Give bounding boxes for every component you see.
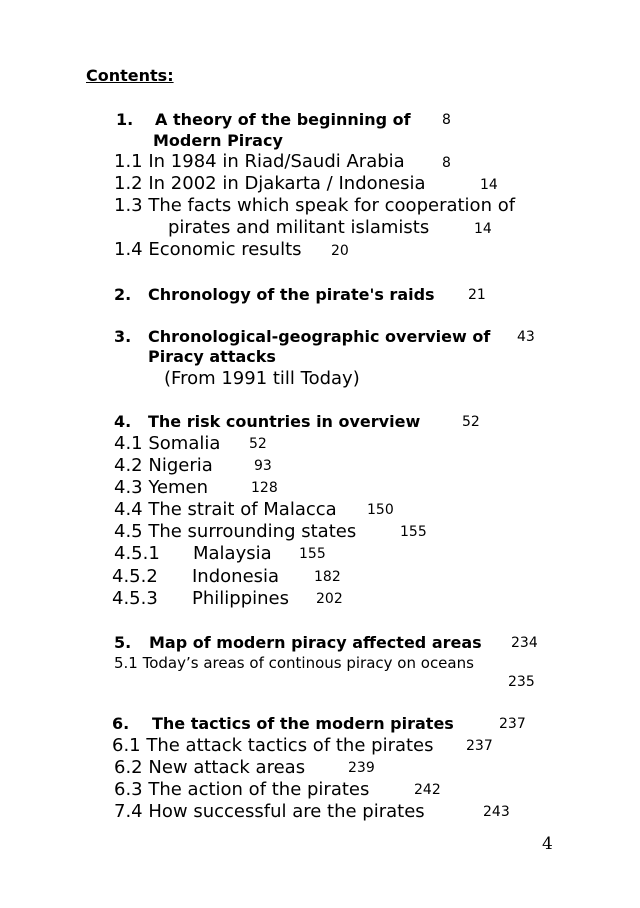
toc-entry-4-5-1: Malaysia (193, 543, 272, 564)
toc-page-4-5-1: 155 (299, 546, 326, 562)
toc-page-6-2: 239 (348, 760, 375, 776)
toc-page-6-1: 237 (466, 738, 493, 754)
toc-entry-6-3: 6.3 The action of the pirates (114, 779, 370, 800)
toc-entry-4-3: 4.3 Yemen (114, 477, 209, 498)
toc-num-1: 1. (116, 110, 134, 129)
toc-page-1-1: 8 (442, 155, 451, 171)
toc-heading-1-cont: Modern Piracy (153, 131, 283, 150)
toc-page-4-5: 155 (400, 524, 427, 540)
toc-page-6-3: 242 (414, 782, 441, 798)
page-number: 4 (542, 834, 553, 854)
toc-page-2: 21 (468, 287, 486, 303)
toc-page-4-5-2: 182 (314, 569, 341, 585)
toc-page-4-1: 52 (249, 436, 267, 452)
toc-entry-1-1: 1.1 In 1984 in Riad/Saudi Arabia (114, 151, 405, 172)
toc-page-5: 234 (511, 635, 538, 651)
toc-page-4: 52 (462, 414, 480, 430)
toc-entry-6-2: 6.2 New attack areas (114, 757, 306, 778)
toc-heading-6: The tactics of the modern pirates (152, 714, 454, 733)
toc-entry-4-5: 4.5 The surrounding states (114, 521, 357, 542)
toc-heading-3: Chronological-geographic overview of (148, 327, 491, 346)
toc-heading-3-range: (From 1991 till Today) (164, 368, 360, 389)
toc-entry-7-4: 7.4 How successful are the pirates (114, 801, 425, 822)
toc-heading-5: Map of modern piracy affected areas (149, 633, 482, 652)
toc-page-1: 8 (442, 112, 451, 128)
toc-page-5-1: 235 (508, 674, 535, 690)
toc-entry-1-2: 1.2 In 2002 in Djakarta / Indonesia (114, 173, 426, 194)
toc-page-3: 43 (517, 329, 535, 345)
toc-entry-1-3: 1.3 The facts which speak for cooperation of (114, 195, 516, 216)
toc-entry-4-2: 4.2 Nigeria (114, 455, 213, 476)
toc-heading-3-cont: Piracy attacks (148, 347, 276, 366)
toc-heading-1: A theory of the beginning of (155, 110, 411, 129)
toc-num-2: 2. (114, 285, 132, 304)
toc-entry-1-4: 1.4 Economic results (114, 239, 302, 260)
toc-entry-4-4: 4.4 The strait of Malacca (114, 499, 337, 520)
toc-page-6: 237 (499, 716, 526, 732)
toc-page-4-3: 128 (251, 480, 278, 496)
toc-entry-5-1: 5.1 Today’s areas of continous piracy on oceans (114, 654, 474, 672)
toc-entry-6-1: 6.1 The attack tactics of the pirates (112, 735, 434, 756)
toc-num-4-5-1: 4.5.1 (114, 543, 160, 564)
contents-title: Contents: (86, 66, 174, 85)
toc-page-1-4: 20 (331, 243, 349, 259)
toc-num-6: 6. (112, 714, 130, 733)
toc-entry-4-1: 4.1 Somalia (114, 433, 221, 454)
toc-page-4-4: 150 (367, 502, 394, 518)
toc-entry-4-5-2: Indonesia (192, 566, 280, 587)
toc-num-4-5-3: 4.5.3 (112, 588, 158, 609)
toc-page-4-2: 93 (254, 458, 272, 474)
toc-entry-4-5-3: Philippines (192, 588, 289, 609)
toc-num-4: 4. (114, 412, 132, 431)
toc-entry-1-3-cont: pirates and militant islamists (168, 217, 430, 238)
toc-page-4-5-3: 202 (316, 591, 343, 607)
toc-page-1-2: 14 (480, 177, 498, 193)
toc-num-4-5-2: 4.5.2 (112, 566, 158, 587)
toc-page-7-4: 243 (483, 804, 510, 820)
toc-heading-2: Chronology of the pirate's raids (148, 285, 435, 304)
toc-heading-4: The risk countries in overview (148, 412, 421, 431)
toc-num-3: 3. (114, 327, 132, 346)
toc-page-1-3: 14 (474, 221, 492, 237)
toc-num-5: 5. (114, 633, 132, 652)
